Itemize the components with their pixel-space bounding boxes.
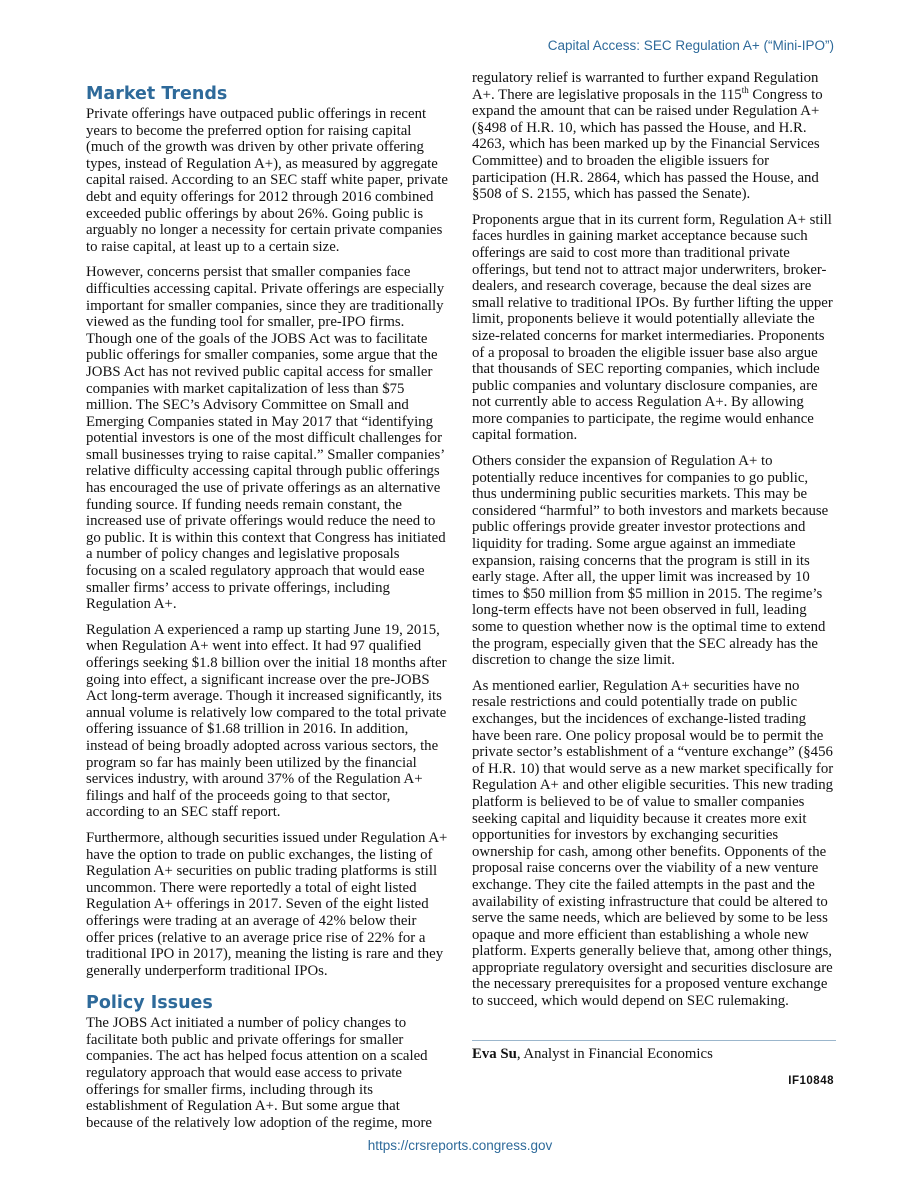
- paragraph-text: Congress to expand the amount that can be raised under Regulation A+ (§498 of H.R. 10, which has passed the House, and H.R. 4263, which has been marked up by the Financial Services Committee) and to broaden the eligible issuers for participation (H.R. 2864, which has passed the House, and §508 of S. 2155, which has passed the Senate).: [472, 86, 823, 203]
- page-header-title: Capital Access: SEC Regulation A+ (“Mini-IPO”): [547, 38, 834, 53]
- author-title: , Analyst in Financial Economics: [516, 1046, 713, 1062]
- paragraph: Proponents argue that in its current form, Regulation A+ still faces hurdles in gaining market acceptance because such offerings are said to cost more than traditional private offerings, but tend not to attract major underwriters, broker-dealers, and research coverage, because the deal sizes are small relative to traditional IPOs. By further lifting the upper limit, proponents believe it would potentially alleviate the size-related concerns for market intermediaries. Proponents of a proposal to broaden the eligible issuer base also argue that thousands of SEC reporting companies, which include public companies and voluntary disclosure companies, are not currently able to access Regulation A+. By allowing more companies to participate, the regime would enhance capital formation.: [472, 211, 833, 444]
- paragraph: Furthermore, although securities issued under Regulation A+ have the option to trade on public exchanges, the listing of Regulation A+ securities on public trading platforms is still uncommon. There were reportedly a total of eight listed Regulation A+ offerings in 2017. Seven of the eight listed offerings were trading at an average of 42% below their offer prices (relative to an average price rise of 22% for a traditional IPO in 2017), meaning the listing is rare and they generally underperform traditional IPOs.: [86, 829, 448, 979]
- author-byline: [472, 1040, 836, 1063]
- superscript: th: [741, 84, 749, 95]
- paragraph: However, concerns persist that smaller companies face difficulties accessing capital. Private offerings are especially important for smaller companies, since they are traditionally viewed as the funding tool for smaller, pre-IPO firms. Though one of the goals of the JOBS Act was to facilitate public offerings for smaller companies, some argue that the JOBS Act has not revived public capital access for smaller companies with market capitalization of less than $75 million. The SEC’s Advisory Committee on Small and Emerging Companies stated in May 2017 that “identifying potential investors is one of the most difficult challenges for small businesses trying to raise capital.” Smaller companies’ relative difficulty accessing capital through public offerings has encouraged the use of private offerings as an alternative funding source. If funding needs remain constant, the increased use of private offerings would reduce the need to go public. It is within this context that Congress has initiated a number of policy changes and legislative proposals focusing on a scaled regulatory approach that would ease smaller firms’ access to private offerings, including Regulation A+.: [86, 264, 446, 613]
- paragraph: [472, 70, 836, 203]
- paragraph-text: regulatory relief is warranted to further expand Regulation A+. There are legislative proposals in the 115: [472, 70, 819, 103]
- author-name: Eva Su: [472, 1046, 517, 1062]
- market-trends-heading: Market Trends: [86, 84, 228, 104]
- right-column: [472, 70, 836, 1019]
- paragraph: Regulation A experienced a ramp up starting June 19, 2015, when Regulation A+ went into effect. It had 97 qualified offerings seeking $1.8 billion over the initial 18 months after going into effect, a significant increase over the pre-JOBS Act long-term average. Though it increased significantly, its annual volume is relatively low compared to the total private offering issuance of $1.68 trillion in 2016. In addition, instead of being broadly adopted across various sectors, the program so far has mainly been utilized by the financial services industry, with around 37% of the Regulation A+ filings and half of the proceeds going to that sector, according to an SEC staff report.: [86, 621, 447, 821]
- report-id: IF10848: [788, 1075, 834, 1087]
- left-column: [86, 84, 448, 1140]
- policy-issues-heading: Policy Issues: [86, 993, 213, 1014]
- paragraph: The JOBS Act initiated a number of policy changes to facilitate both public and private offerings for smaller companies. The act has helped focus attention on a scaled regulatory approach that would ease access to private offerings for smaller firms, including through its establishment of Regulation A+. But some argue that because of the relatively low adoption of the regime, more: [86, 1015, 432, 1131]
- footer-link[interactable]: https://crsreports.congress.gov: [367, 1138, 553, 1153]
- paragraph: Private offerings have outpaced public offerings in recent years to become the preferred option for raising capital (much of the growth was driven by other private offering types, instead of Regulation A+), as measured by aggregate capital raised. According to an SEC staff white paper, private debt and equity offerings for 2012 through 2016 combined exceeded public offerings by about 26%. Going public is arguably no longer a necessity for certain private companies to raise capital, at least up to a certain size.: [86, 106, 448, 255]
- paragraph: Others consider the expansion of Regulation A+ to potentially reduce incentives for companies to go public, thus undermining public securities markets. This may be considered “harmful” to both investors and markets because public offerings provide greater investor protections and liquidity for trading. Some argue against an immediate expansion, raising concerns that the program is still in its early stage. After all, the upper limit was increased by 10 times to $50 million from $5 million in 2015. The regime’s long-term effects have not been observed in full, leading some to question whether now is the optimal time to extend the program, especially given that the SEC already has the discretion to change the size limit.: [472, 453, 829, 669]
- paragraph: As mentioned earlier, Regulation A+ securities have no resale restrictions and could potentially trade on public exchanges, but the incidences of exchange-listed trading have been rare. One policy proposal would be to permit the private sector’s establishment of a “venture exchange” (§456 of H.R. 10) that would serve as a new market specifically for Regulation A+ and other eligible securities. This new trading platform is believed to be of value to smaller companies seeking capital and liquidity because it creates more exit opportunities for investors by exchanging securities ownership for cash, among other benefits. Opponents of the proposal raise concerns over the viability of a new venture exchange. They cite the failed attempts in the past and the availability of existing infrastructure that could be altered to serve the same needs, which are believed by some to be less opaque and more efficient than establishing a whole new platform. Experts generally believe that, among other things, appropriate regulatory oversight and securities disclosure are the necessary prerequisites for a proposed venture exchange to succeed, which would depend on SEC rulemaking.: [472, 677, 834, 1010]
